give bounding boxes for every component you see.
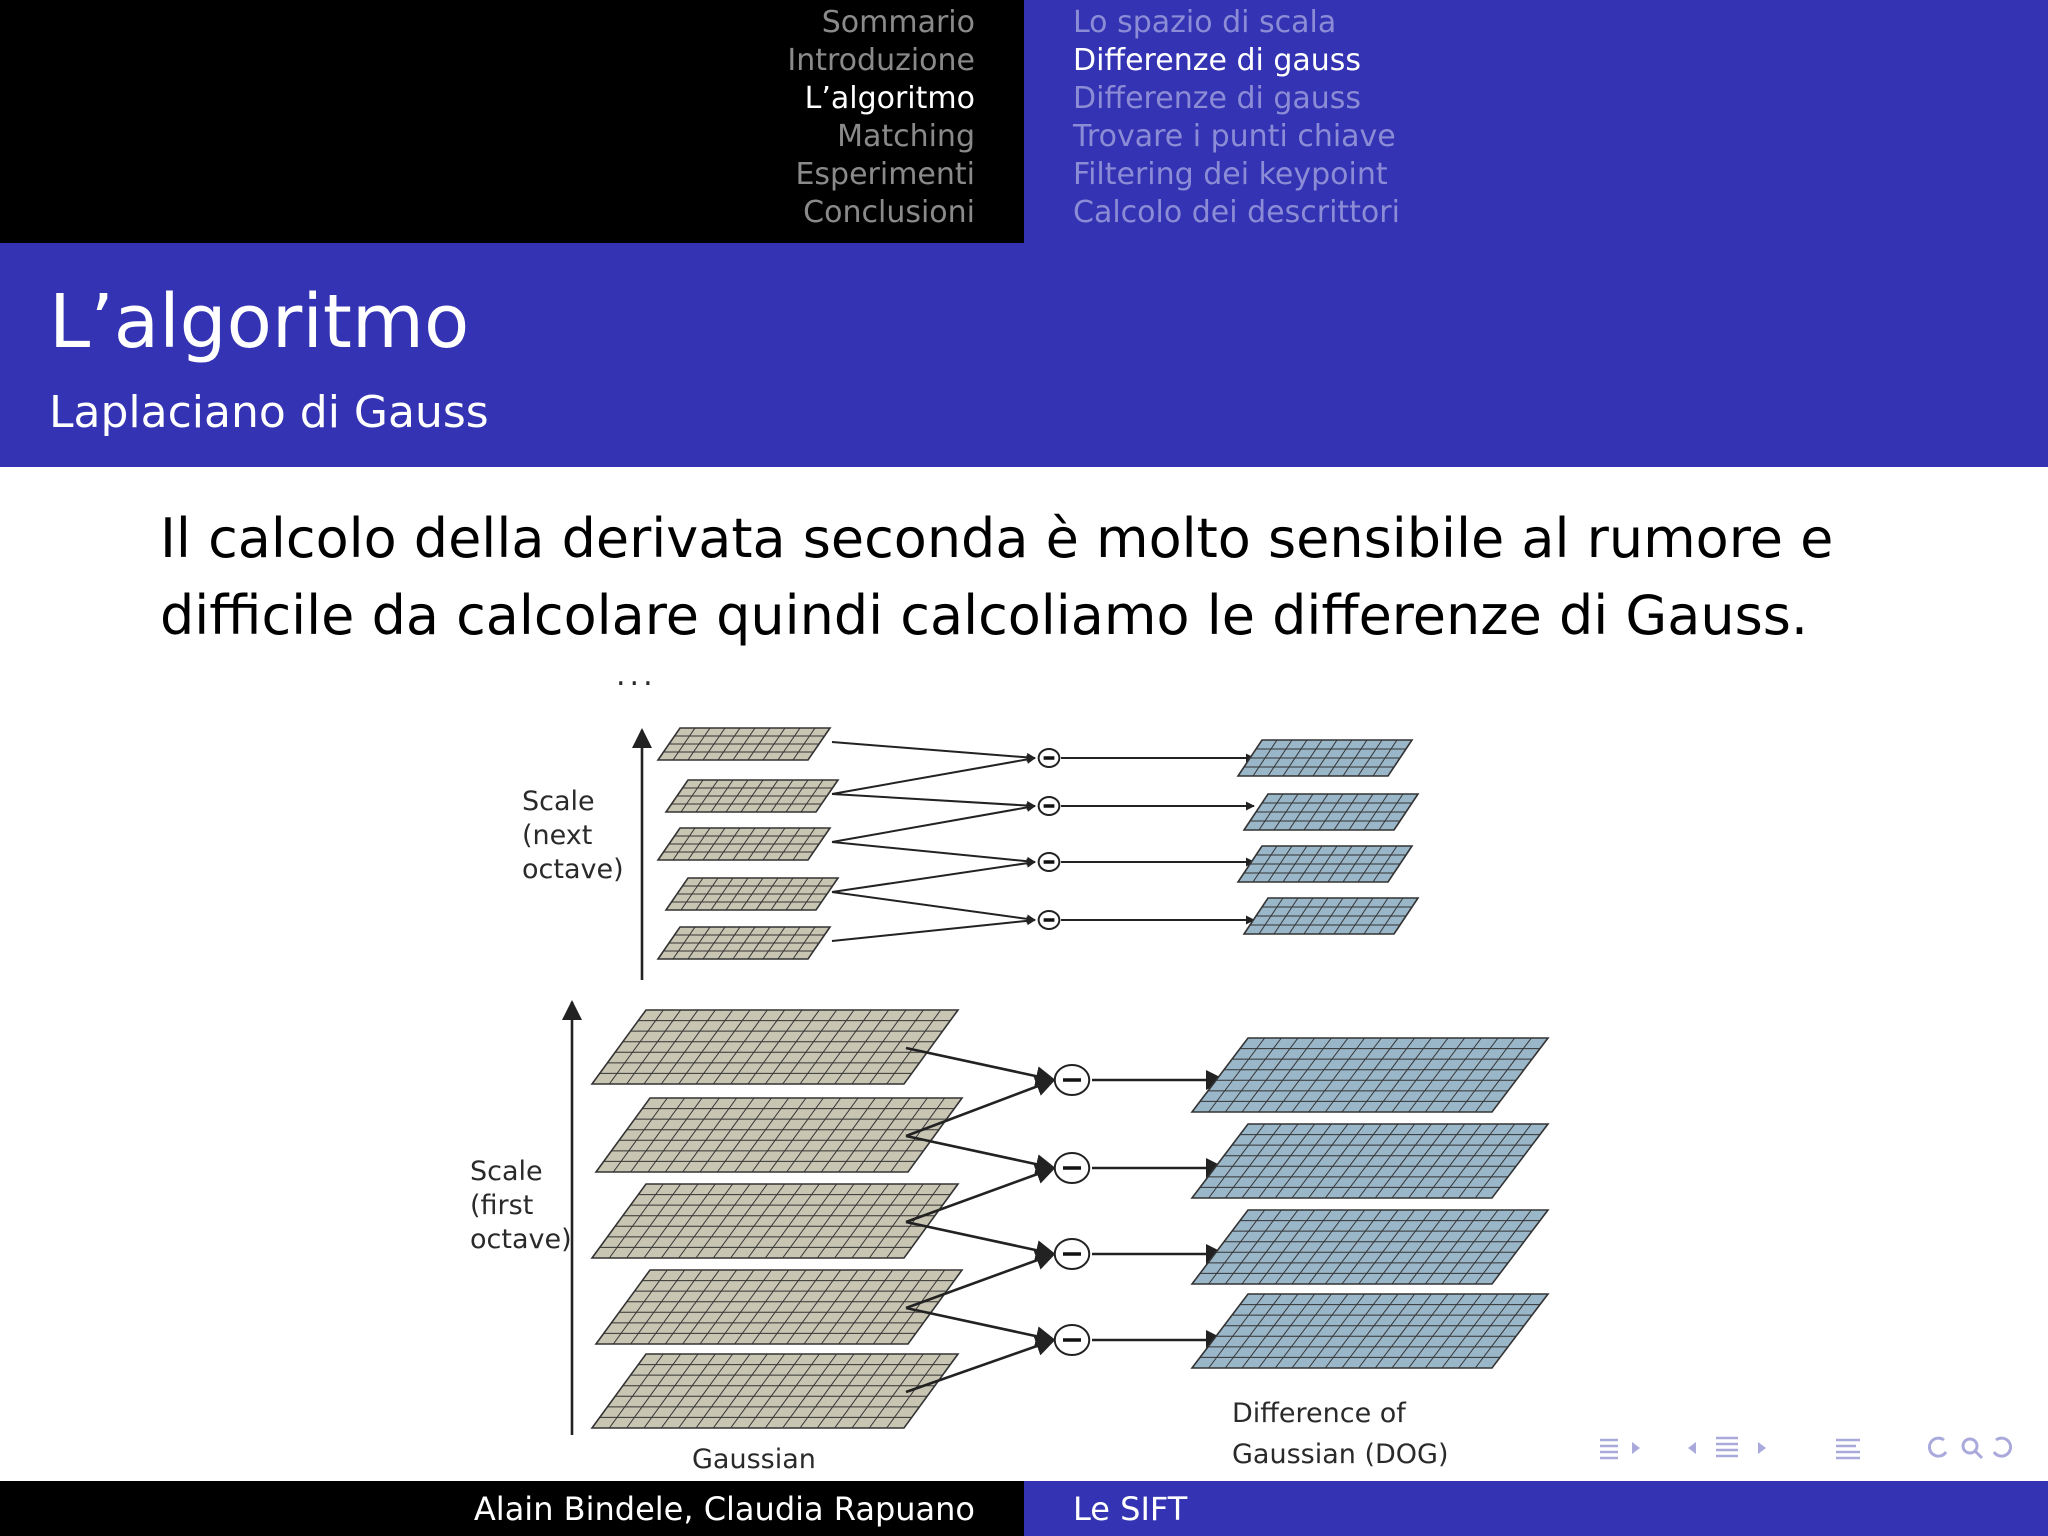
search-navigation-icons[interactable]	[1922, 1428, 2022, 1468]
arrow-small-lower-3	[832, 862, 1035, 892]
section-nav-icon[interactable]	[1830, 1428, 1870, 1468]
arrow-large-upper-1	[906, 1048, 1054, 1080]
arrow-small-upper-1	[832, 742, 1035, 758]
footer-talk-title: Le SIFT	[1073, 1490, 1188, 1528]
arrow-small-lower-4	[832, 920, 1035, 941]
footer-authors-box	[0, 1481, 1024, 1536]
footer-authors: Alain Bindele, Claudia Rapuano	[473, 1490, 975, 1528]
arrow-small-upper-3	[832, 842, 1035, 862]
nav-subsection-6[interactable]: Calcolo dei descrittori	[1073, 195, 1400, 230]
subsection-navigation	[1024, 0, 2048, 243]
dog-label-line-1: Difference of	[1232, 1398, 1406, 1429]
redo-icon	[1994, 1438, 2011, 1456]
nav-section-2[interactable]: Introduzione	[787, 43, 975, 78]
frame-title: L’algoritmo	[49, 279, 470, 365]
scale-next-octave-line-2: (next	[522, 820, 593, 851]
arrow-small-upper-2	[832, 794, 1035, 806]
beamer-navigation-symbols	[1590, 1428, 2030, 1468]
scale-first-octave-line-3: octave)	[470, 1224, 572, 1255]
nav-subsection-4[interactable]: Trovare i punti chiave	[1073, 119, 1396, 154]
dog-label-line-2: Gaussian (DOG)	[1232, 1439, 1449, 1470]
nav-subsection-2[interactable]: Differenze di gauss	[1073, 43, 1362, 78]
arrow-small-lower-1	[832, 758, 1035, 794]
nav-subsection-5[interactable]: Filtering dei keypoint	[1073, 157, 1388, 192]
dog-pyramid-figure	[440, 658, 1560, 1480]
arrow-large-upper-3	[906, 1222, 1054, 1254]
nav-subsection-3[interactable]: Differenze di gauss	[1073, 81, 1362, 116]
nav-subsection-1[interactable]: Lo spazio di scala	[1073, 5, 1337, 40]
arrow-large-upper-2	[906, 1136, 1054, 1168]
search-icon	[1963, 1439, 1977, 1453]
frame-subtitle: Laplaciano di Gauss	[49, 387, 489, 438]
slide-nav-icon[interactable]	[1598, 1428, 1652, 1468]
nav-section-6[interactable]: Conclusioni	[803, 195, 975, 230]
ellipsis-label: ...	[616, 658, 657, 693]
footer	[0, 1481, 2048, 1536]
body-line-2: difficile da calcolare quindi calcoliamo le differenze di Gauss.	[160, 584, 1809, 647]
body-line-1: Il calcolo della derivata seconda è molto sensibile al rumore e	[160, 507, 1834, 570]
nav-section-1[interactable]: Sommario	[821, 5, 975, 40]
nav-section-5[interactable]: Esperimenti	[795, 157, 975, 192]
scale-first-octave-line-2: (first	[470, 1190, 534, 1221]
section-list	[787, 4, 975, 232]
section-navigation	[0, 0, 1024, 243]
scale-next-octave-line-1: Scale	[522, 786, 595, 817]
nav-section-3[interactable]: L’algoritmo	[804, 81, 975, 116]
header-navigation	[0, 0, 2048, 243]
footer-title-box	[1024, 1481, 2048, 1536]
frame-title-bar	[0, 243, 2048, 467]
frame-nav-icon[interactable]	[1682, 1428, 1782, 1468]
undo-icon	[1929, 1438, 1946, 1456]
subsection-list	[1073, 4, 1400, 232]
dog-pyramid-diagram	[440, 670, 1560, 1480]
arrow-large-upper-4	[906, 1308, 1054, 1340]
arrow-small-upper-4	[832, 892, 1035, 920]
nav-section-4[interactable]: Matching	[837, 119, 975, 154]
scale-next-octave-line-3: octave)	[522, 854, 624, 885]
arrow-small-lower-2	[832, 806, 1035, 842]
body-paragraph	[160, 500, 1960, 654]
scale-first-octave-line-1: Scale	[470, 1156, 543, 1187]
gaussian-label: Gaussian	[692, 1444, 816, 1475]
